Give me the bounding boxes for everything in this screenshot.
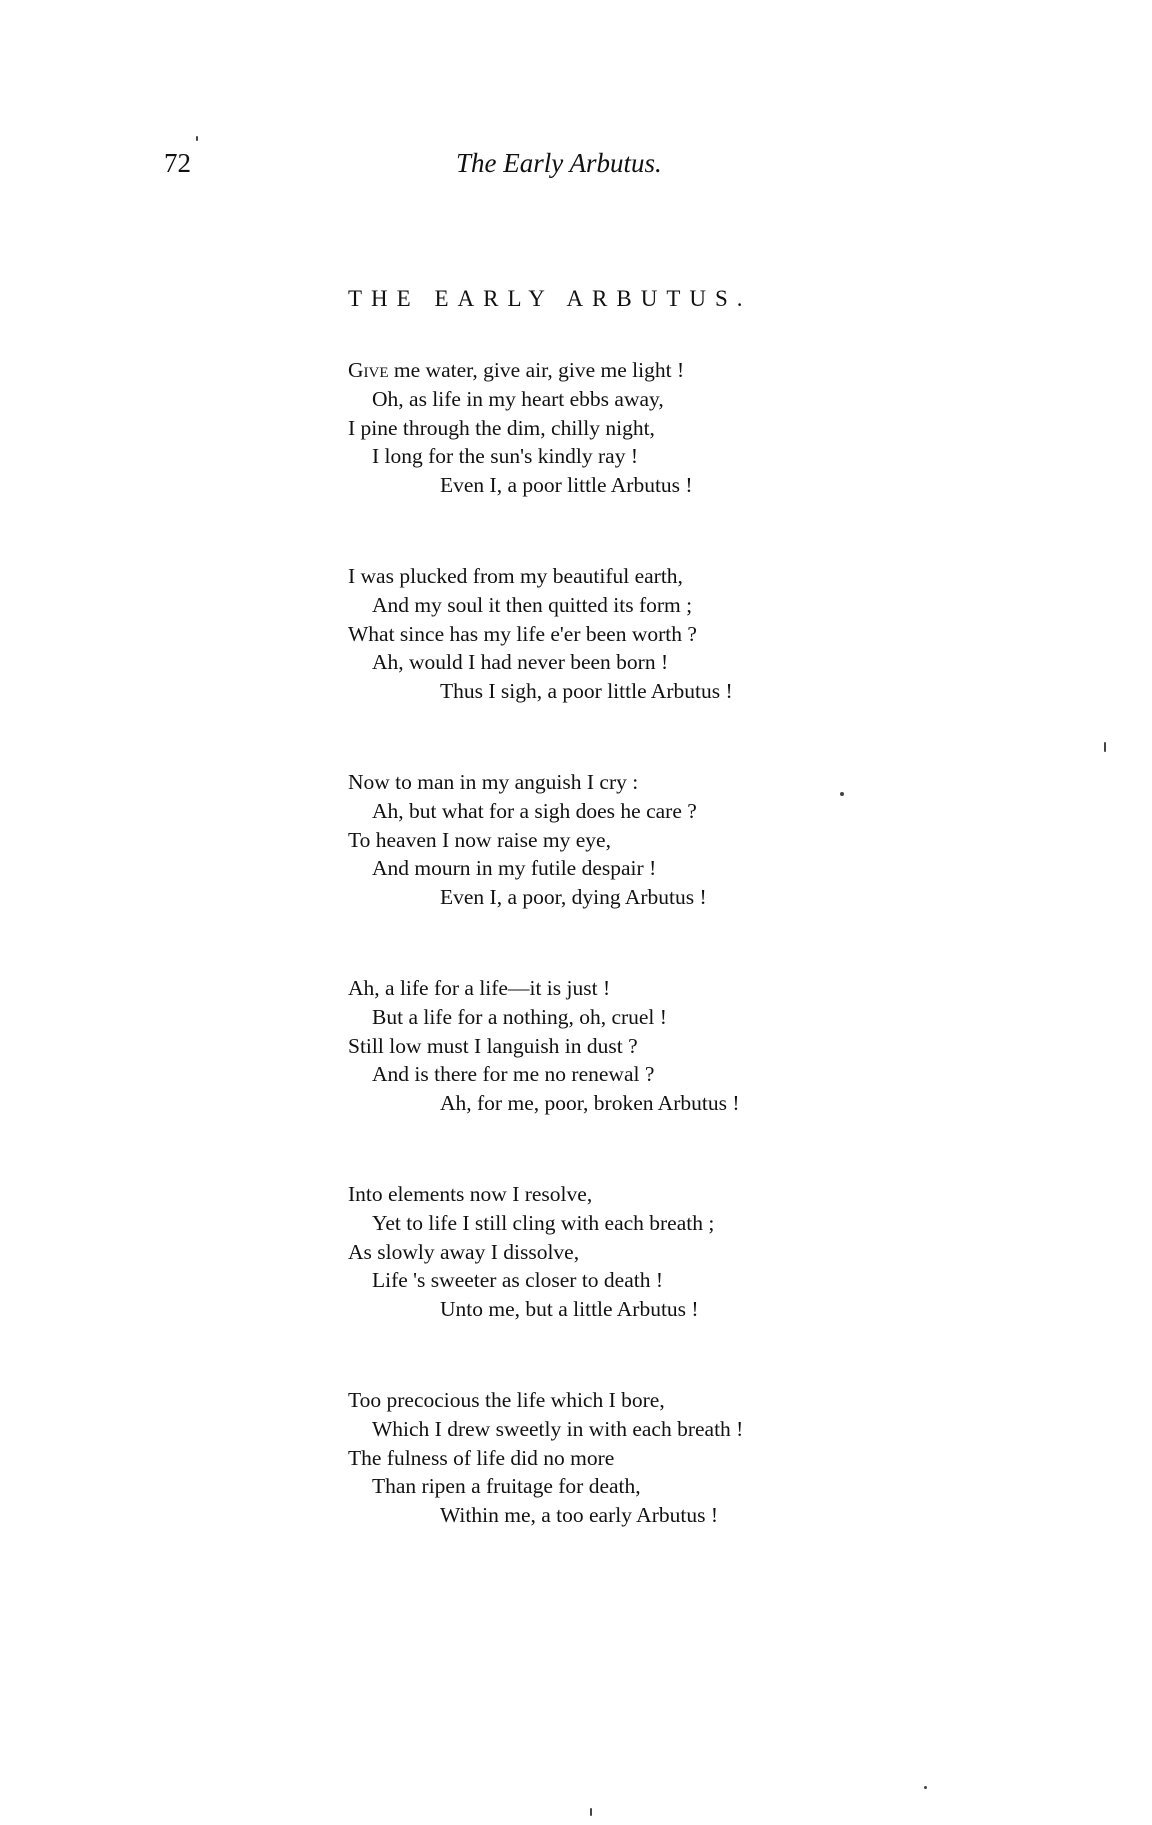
poem-line: I pine through the dim, chilly night, bbox=[348, 415, 655, 440]
poem-body bbox=[348, 356, 868, 1592]
scan-speck bbox=[840, 792, 844, 796]
poem-line: Ah, but what for a sigh does he care ? bbox=[372, 798, 697, 823]
scan-speck bbox=[590, 1808, 592, 1816]
stanza bbox=[348, 974, 868, 1118]
poem-line: And my soul it then quitted its form ; bbox=[372, 592, 693, 617]
poem-line: Ah, a life for a life—it is just ! bbox=[348, 975, 611, 1000]
refrain-line: Unto me, but a little Arbutus ! bbox=[440, 1297, 699, 1322]
poem-line: To heaven I now raise my eye, bbox=[348, 827, 611, 852]
poem-line-text: me water, give air, give me light ! bbox=[388, 358, 685, 382]
refrain-line: Within me, a too early Arbutus ! bbox=[440, 1503, 718, 1528]
poem-line: Which I drew sweetly in with each breath ! bbox=[372, 1416, 744, 1441]
poem-line: Now to man in my anguish I cry : bbox=[348, 769, 639, 794]
poem-line: Still low must I languish in dust ? bbox=[348, 1033, 638, 1058]
scan-speck bbox=[924, 1786, 927, 1789]
page-number: 72 bbox=[164, 148, 191, 178]
poem-line: The fulness of life did no more bbox=[348, 1445, 615, 1470]
stanza bbox=[348, 768, 868, 912]
poem-line: I was plucked from my beautiful earth, bbox=[348, 563, 683, 588]
stanza bbox=[348, 1386, 868, 1530]
stanza bbox=[348, 1180, 868, 1324]
poem-line: What since has my life e'er been worth ? bbox=[348, 621, 697, 646]
poem-line: Ah, would I had never been born ! bbox=[372, 650, 669, 675]
poem-line: And is there for me no renewal ? bbox=[372, 1062, 655, 1087]
refrain-line: Ah, for me, poor, broken Arbutus ! bbox=[440, 1091, 740, 1116]
poem-line bbox=[348, 356, 868, 385]
poem-line: I long for the sun's kindly ray ! bbox=[372, 444, 639, 469]
refrain-line: Thus I sigh, a poor little Arbutus ! bbox=[440, 679, 733, 704]
poem-line: Too precocious the life which I bore, bbox=[348, 1387, 665, 1412]
stanza bbox=[348, 562, 868, 706]
refrain-line: Even I, a poor, dying Arbutus ! bbox=[440, 885, 707, 910]
poem-line: Oh, as life in my heart ebbs away, bbox=[372, 386, 664, 411]
poem-line: Into elements now I resolve, bbox=[348, 1181, 593, 1206]
scan-speck bbox=[196, 136, 198, 141]
scan-speck bbox=[1104, 742, 1106, 752]
poem-line: But a life for a nothing, oh, cruel ! bbox=[372, 1004, 667, 1029]
poem-line: Than ripen a fruitage for death, bbox=[372, 1474, 641, 1499]
poem-line: And mourn in my futile despair ! bbox=[372, 856, 657, 881]
poem-line: As slowly away I dissolve, bbox=[348, 1239, 580, 1264]
poem-line: Yet to life I still cling with each breath ; bbox=[372, 1210, 715, 1235]
refrain-line: Even I, a poor little Arbutus ! bbox=[440, 473, 693, 498]
poem-line: Life 's sweeter as closer to death ! bbox=[372, 1268, 664, 1293]
stanza bbox=[348, 356, 868, 500]
first-word: Give bbox=[348, 358, 389, 382]
poem-title: THE EARLY ARBUTUS. bbox=[348, 286, 752, 311]
running-head-title: The Early Arbutus. bbox=[456, 148, 662, 178]
